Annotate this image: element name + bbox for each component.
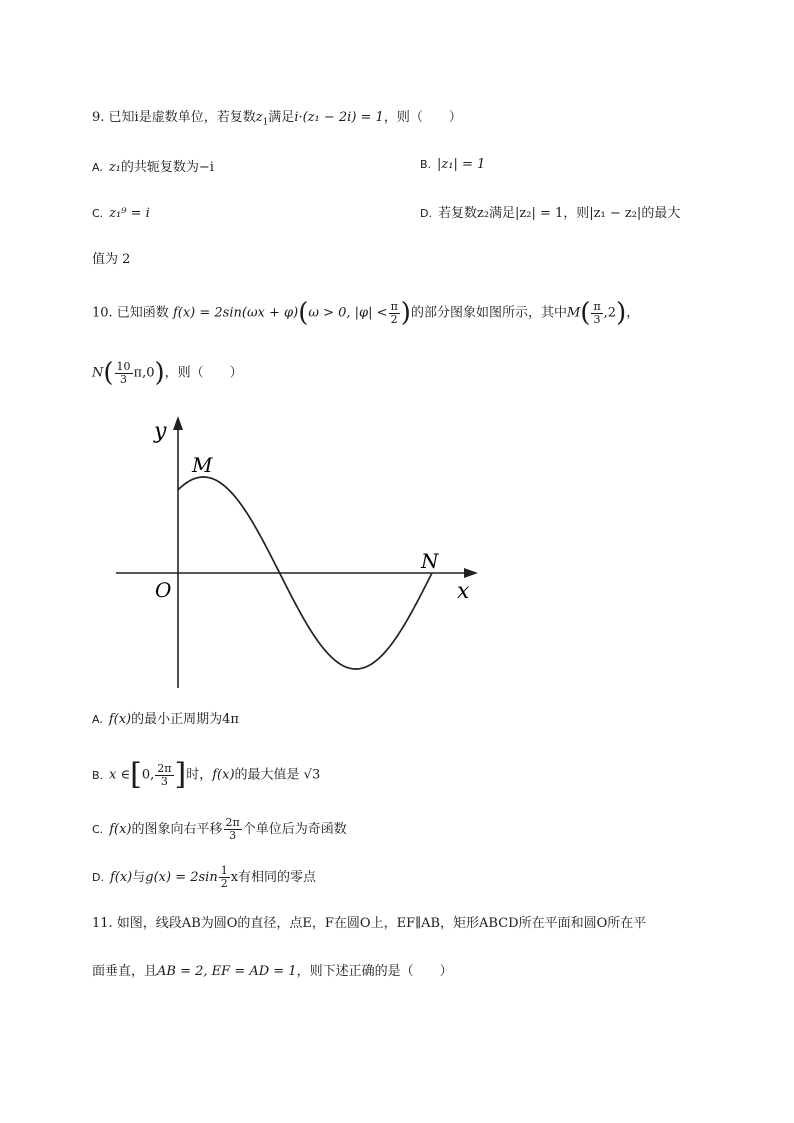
q11-pre: 面垂直，且 <box>92 964 158 979</box>
q10-condition: ω > 0, |φ| < <box>308 305 388 321</box>
q10-point-n: N <box>92 365 104 381</box>
option-label: A. <box>92 713 103 726</box>
question-11-line1 <box>92 914 646 934</box>
q10-comma: ， <box>626 305 640 321</box>
x-axis-arrow-icon <box>464 568 478 578</box>
option-label: A. <box>92 161 103 174</box>
q9-d-text: 若复数z₂满足|z₂| = 1，则|z₁ − z₂|的最大 <box>437 206 681 221</box>
q10-b-pre: x ∈ <box>109 767 131 783</box>
option-label: B. <box>92 768 104 782</box>
q11-post: ，则下述正确的是（ ） <box>296 964 453 979</box>
q10-n-rest: π,0 <box>133 365 155 381</box>
option-label: D. <box>420 207 432 220</box>
x-axis-label: x <box>457 579 470 604</box>
q10-mid: 的部分图象如图所示，其中 <box>410 305 567 321</box>
q10-c-fraction: $\frac{2\pi}{3}$ <box>225 816 240 842</box>
origin-label: O <box>155 578 172 602</box>
y-axis-arrow-icon <box>173 416 183 430</box>
sine-graph <box>100 410 500 700</box>
q10-b-fraction: $\frac{2\pi}{3}$ <box>157 761 172 788</box>
q10-option-c <box>92 815 347 845</box>
question-10-stem: 10. 已知函数 f(x) = 2sin(ωx + φ)(ω > 0, |φ| < $\frac{\pi}{2}$ )的部分图象如图所示，其中M( $\frac{\pi}{3}$ ,2)， <box>92 298 640 328</box>
q9-c-text: z₁⁹ = i <box>109 206 150 221</box>
q10-n-fraction: $\frac{10}{3}$ <box>116 359 131 386</box>
question-9-stem: 9. 已知i是虚数单位，若复数$z_1$满足i·(z₁ − 2i) = 1，则（ ） <box>92 110 462 128</box>
q9-a-var: z₁ <box>108 160 121 175</box>
q9-b-text: |z₁| = 1 <box>437 157 486 172</box>
q9-a-text: 的共轭复数为−i <box>120 160 214 175</box>
q10-d-fraction: $\frac{1}{2}$ <box>220 864 228 890</box>
q10-m-y: ,2 <box>603 305 617 321</box>
point-n-label: N <box>421 549 439 573</box>
q10-option-b: B. x ∈[0, $\frac{2\pi}{3}$ ]时，f(x)的最大值是 √3 <box>92 757 321 792</box>
q11-equation: AB = 2, EF = AD = 1 <box>157 964 297 979</box>
q10-b-func: f(x) <box>212 767 235 783</box>
q9-option-d-continued <box>92 250 130 270</box>
q10-function: f(x) = 2sin(ωx + φ) <box>172 305 299 321</box>
q10-condition-fraction: $\frac{\pi}{2}$ <box>390 299 398 326</box>
q10-d-text: x有相同的零点 <box>230 870 317 885</box>
q10-m-fraction: $\frac{\pi}{3}$ <box>593 299 601 326</box>
q10-d-pre: 与 <box>132 870 146 885</box>
option-label: D. <box>92 871 104 884</box>
q10-suffix: ，则（ ） <box>164 365 243 381</box>
q10-point-m: M <box>566 305 581 321</box>
option-label: B. <box>420 158 432 171</box>
q10-d-g: g(x) = 2sin <box>145 870 218 885</box>
question-10-stem-line2: N( $\frac{10}{3}$ π,0)，则（ ） <box>92 358 243 388</box>
q10-c-func: f(x) <box>109 822 132 837</box>
q9-option-c <box>92 204 150 224</box>
q9-option-d <box>420 204 680 224</box>
y-axis-label: y <box>154 419 167 444</box>
q11-text: 11. 如图，线段AB为圆O的直径，点E，F在圆O上，EF∥AB，矩形ABCD所在平面和圆O所在平 <box>92 916 647 931</box>
q10-b-lo: 0, <box>141 767 155 783</box>
q9-equation: i·(z₁ − 2i) = 1 <box>294 110 384 125</box>
q9-d-cont: 值为 2 <box>92 252 131 267</box>
option-label: C. <box>92 207 104 220</box>
question-11-line2 <box>92 962 453 982</box>
q10-option-a <box>92 710 239 730</box>
q9-mid: 满足 <box>268 110 295 125</box>
q10-b-text: 的最大值是 √3 <box>234 767 321 783</box>
q9-option-b <box>420 155 485 175</box>
point-m-label: M <box>192 453 213 477</box>
q10-a-func: f(x) <box>108 712 132 727</box>
q10-d-func: f(x) <box>109 870 133 885</box>
q10-option-d <box>92 863 316 893</box>
q10-c-text: 个单位后为奇函数 <box>242 822 347 837</box>
q10-c-pre: 的图象向右平移 <box>131 822 223 837</box>
q9-suffix: ，则（ ） <box>383 110 462 125</box>
option-label: C. <box>92 823 104 836</box>
q10-b-mid: 时， <box>186 767 213 783</box>
q10-prefix: 10. 已知函数 <box>92 305 169 321</box>
q10-a-text: 的最小正周期为4π <box>131 712 239 727</box>
q9-prefix: 9. 已知i是虚数单位，若复数 <box>92 110 256 125</box>
q9-var: z <box>255 110 263 125</box>
q9-option-a <box>92 158 214 178</box>
